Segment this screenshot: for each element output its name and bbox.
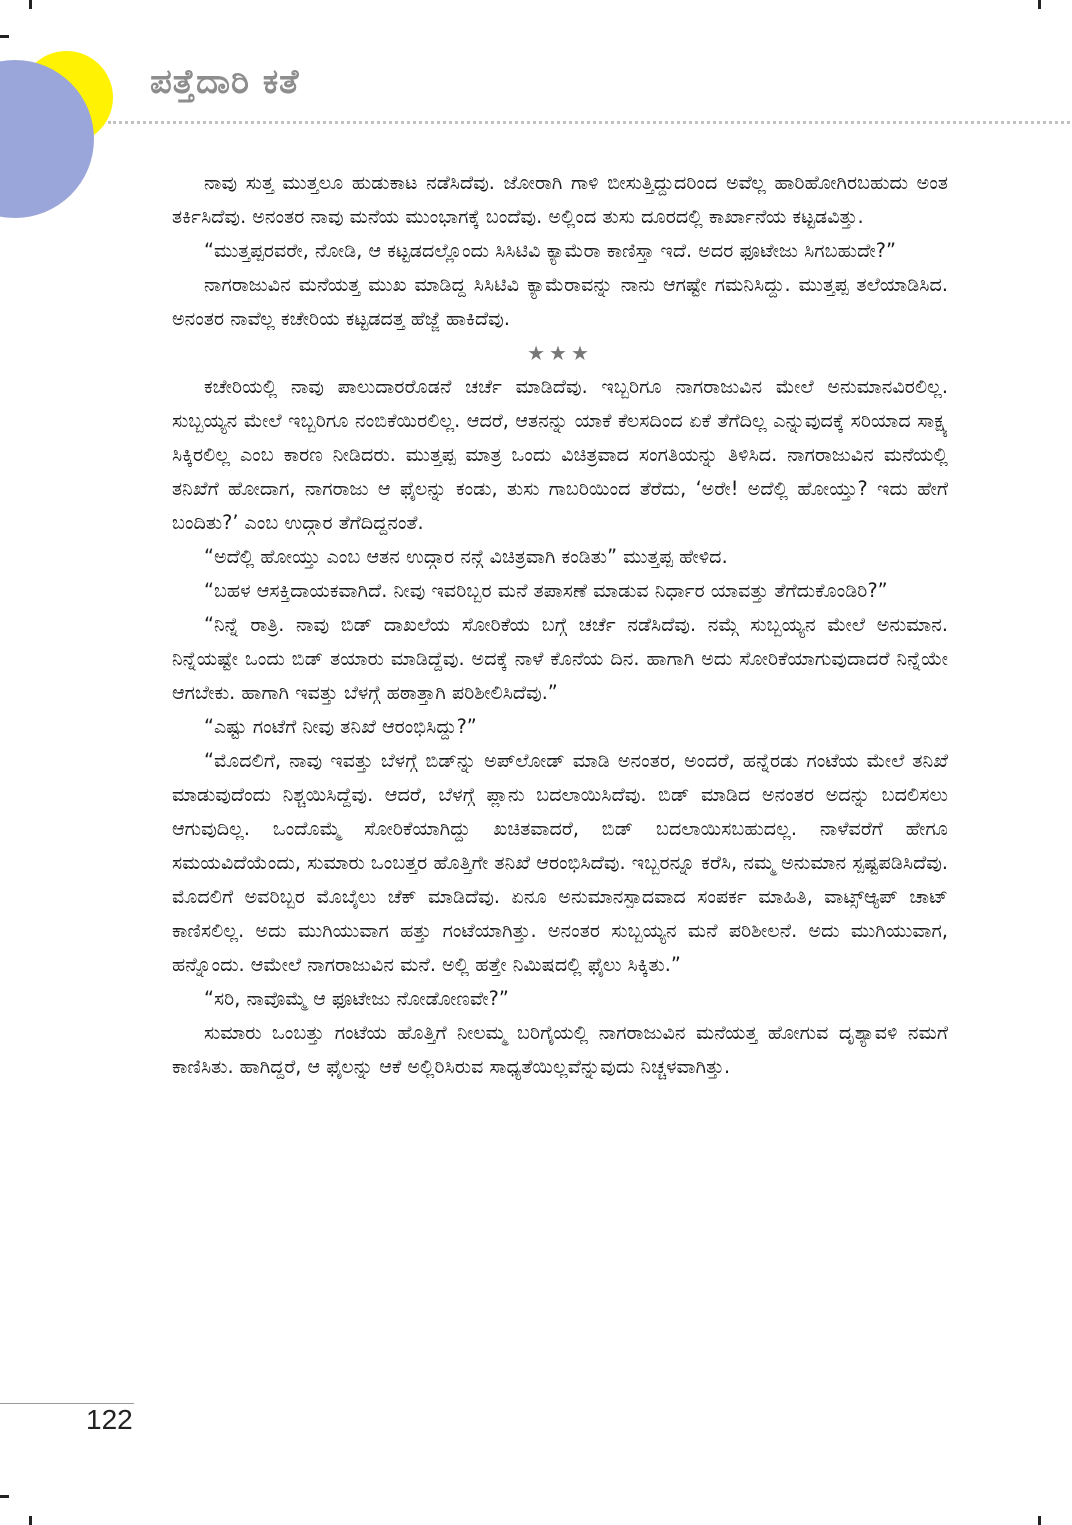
paragraph-11: ಸುಮಾರು ಒಂಬತ್ತು ಗಂಟೆಯ ಹೊತ್ತಿಗೆ ನೀಲಮ್ಮ ಬರಿಗೈಯಲ್ಲಿ ನಾಗರಾಜುವಿನ ಮನೆಯತ್ತ ಹೋಗುವ ದೃಶ್ಯಾವಳಿ ನಮಗೆ ಕಾಣಿಸಿತು. ಹಾಗಿದ್ದರೆ, ಆ ಫೈಲನ್ನು ಆಕೆ ಅಲ್ಲಿರಿಸಿರುವ ಸಾಧ್ಯತೆಯಿಲ್ಲವೆನ್ನುವುದು ನಿಚ್ಚಳವಾಗಿತ್ತು. (172, 1021, 948, 1078)
paragraph-6: “ಬಹಳ ಆಸಕ್ತಿದಾಯಕವಾಗಿದೆ. ನೀವು ಇವರಿಬ್ಬರ ಮನೆ ತಪಾಸಣೆ ಮಾಡುವ ನಿರ್ಧಾರ ಯಾವತ್ತು ತೆಗೆದುಕೊಂಡಿರಿ?” (204, 579, 888, 602)
paragraph-8: “ಎಷ್ಟು ಗಂಟೆಗೆ ನೀವು ತನಿಖೆ ಆರಂಭಿಸಿದ್ದು?” (204, 715, 477, 738)
crop-mark-bottom-left (29, 1516, 32, 1525)
paragraph-2: “ಮುತ್ತಪ್ಪರವರೇ, ನೋಡಿ, ಆ ಕಟ್ಟಡದಲ್ಲೊಂದು ಸಿಸಿಟಿವಿ ಕ್ಯಾಮೆರಾ ಕಾಣಿಸ್ತಾ ಇದೆ. ಅದರ ಫೂಟೇಜು ಸಿಗಬಹುದೇ?” (204, 239, 896, 262)
page-number: 122 (86, 1404, 133, 1435)
paragraph-5: “ಅದೆಲ್ಲಿ ಹೋಯ್ತು ಎಂಬ ಆತನ ಉದ್ಗಾರ ನನ್ಗೆ ವಿಚಿತ್ರವಾಗಿ ಕಂಡಿತು” ಮುತ್ತಪ್ಪ ಹೇಳಿದ. (204, 545, 728, 568)
paragraph-10: “ಸರಿ, ನಾವೊಮ್ಮೆ ಆ ಫೂಟೇಜು ನೋಡೋಣವೇ?” (204, 987, 509, 1010)
story-text (172, 166, 948, 1084)
paragraph-9: “ಮೊದಲಿಗೆ, ನಾವು ಇವತ್ತು ಬೆಳಗ್ಗೆ ಬಿಡ್‌ನ್ನು ಅಪ್‌ಲೋಡ್ ಮಾಡಿ ಅನಂತರ, ಅಂದರೆ, ಹನ್ನೆರಡು ಗಂಟೆಯ ಮೇಲೆ ತನಿಖೆ ಮಾಡುವುದೆಂದು ನಿಶ್ಚಯಿಸಿದ್ದೆವು. ಆದರೆ, ಬೆಳಗ್ಗೆ ಪ್ಲಾನು ಬದಲಾಯಿಸಿದೆವು. ಬಿಡ್ ಮಾಡಿದ ಅನಂತರ ಅದನ್ನು ಬದಲಿಸಲು ಆಗುವುದಿಲ್ಲ. ಒಂದೊಮ್ಮೆ ಸೋರಿಕೆಯಾಗಿದ್ದು ಖಚಿತವಾದರೆ, ಬಿಡ್ ಬದಲಾಯಿಸಬಹುದಲ್ಲ. ನಾಳೆವರೆಗೆ ಹೇಗೂ ಸಮಯವಿದೆಯೆಂದು, ಸುಮಾರು ಒಂಬತ್ತರ ಹೊತ್ತಿಗೇ ತನಿಖೆ ಆರಂಭಿಸಿದೆವು. ಇಬ್ಬರನ್ನೂ ಕರೆಸಿ, ನಮ್ಮ ಅನುಮಾನ ಸ್ಪಷ್ಟಪಡಿಸಿದೆವು. ಮೊದಲಿಗೆ ಅವರಿಬ್ಬರ ಮೊಬೈಲು ಚೆಕ್ ಮಾಡಿದೆವು. ಏನೂ ಅನುಮಾನಸ್ಪಾದವಾದ ಸಂಪರ್ಕ ಮಾಹಿತಿ, ವಾಟ್ಸ್‌ಆ್ಯಪ್ ಚಾಟ್ ಕಾಣಿಸಲಿಲ್ಲ. ಅದು ಮುಗಿಯುವಾಗ ಹತ್ತು ಗಂಟೆಯಾಗಿತ್ತು. ಅನಂತರ ಸುಬ್ಬಯ್ಯನ ಮನೆ ಪರಿಶೀಲನೆ. ಅದು ಮುಗಿಯುವಾಗ, ಹನ್ನೊಂದು. ಆಮೇಲೆ ನಾಗರಾಜುವಿನ ಮನೆ. ಅಲ್ಲಿ ಹತ್ತೇ ನಿಮಿಷದಲ್ಲಿ ಫೈಲು ಸಿಕ್ಕಿತು.” (172, 749, 948, 976)
section-break-stars: ★★★ (527, 341, 593, 365)
crop-mark-left-upper (0, 35, 9, 38)
crop-mark-left-lower (0, 1495, 9, 1498)
header-dotted-rule (108, 121, 1070, 124)
paragraph-4: ಕಚೇರಿಯಲ್ಲಿ ನಾವು ಪಾಲುದಾರರೊಡನೆ ಚರ್ಚೆ ಮಾಡಿದೆವು. ಇಬ್ಬರಿಗೂ ನಾಗರಾಜುವಿನ ಮೇಲೆ ಅನುಮಾನವಿರಲಿಲ್ಲ. ಸುಬ್ಬಯ್ಯನ ಮೇಲೆ ಇಬ್ಬರಿಗೂ ನಂಬಿಕೆಯಿರಲಿಲ್ಲ. ಆದರೆ, ಆತನನ್ನು ಯಾಕೆ ಕೆಲಸದಿಂದ ಏಕೆ ತೆಗೆದಿಲ್ಲ ಎನ್ನುವುದಕ್ಕೆ ಸರಿಯಾದ ಸಾಕ್ಷ್ಯ ಸಿಕ್ಕಿರಲಿಲ್ಲ ಎಂಬ ಕಾರಣ ನೀಡಿದರು. ಮುತ್ತಪ್ಪ ಮಾತ್ರ ಒಂದು ವಿಚಿತ್ರವಾದ ಸಂಗತಿಯನ್ನು ತಿಳಿಸಿದ. ನಾಗರಾಜುವಿನ ಮನೆಯಲ್ಲಿ ತನಿಖೆಗೆ ಹೋದಾಗ, ನಾಗರಾಜು ಆ ಫೈಲನ್ನು ಕಂಡು, ತುಸು ಗಾಬರಿಯಿಂದ ತೆರೆದು, ‘ಅರೇ! ಅದೆಲ್ಲಿ ಹೋಯ್ತು? ಇದು ಹೇಗೆ ಬಂದಿತು?’ ಎಂಬ ಉದ್ಗಾರ ತೆಗೆದಿದ್ದನಂತೆ. (172, 375, 948, 534)
paragraph-3: ನಾಗರಾಜುವಿನ ಮನೆಯತ್ತ ಮುಖ ಮಾಡಿದ್ದ ಸಿಸಿಟಿವಿ ಕ್ಯಾಮೆರಾವನ್ನು ನಾನು ಆಗಷ್ಟೇ ಗಮನಿಸಿದ್ದು. ಮುತ್ತಪ್ಪ ತಲೆಯಾಡಿಸಿದ. ಅನಂತರ ನಾವೆಲ್ಲ ಕಚೇರಿಯ ಕಟ್ಟಡದತ್ತ ಹೆಜ್ಜೆ ಹಾಕಿದೆವು. (172, 273, 948, 330)
paragraph-7: “ನಿನ್ನೆ ರಾತ್ರಿ. ನಾವು ಬಿಡ್ ದಾಖಲೆಯ ಸೋರಿಕೆಯ ಬಗ್ಗೆ ಚರ್ಚೆ ನಡೆಸಿದೆವು. ನಮ್ಗೆ ಸುಬ್ಬಯ್ಯನ ಮೇಲೆ ಅನುಮಾನ. ನಿನ್ನೆಯಷ್ಟೇ ಒಂದು ಬಿಡ್ ತಯಾರು ಮಾಡಿದ್ದೆವು. ಅದಕ್ಕೆ ನಾಳೆ ಕೊನೆಯ ದಿನ. ಹಾಗಾಗಿ ಅದು ಸೋರಿಕೆಯಾಗುವುದಾದರೆ ನಿನ್ನೆಯೇ ಆಗಬೇಕು. ಹಾಗಾಗಿ ಇವತ್ತು ಬೆಳಗ್ಗೆ ಹಠಾತ್ತಾಗಿ ಪರಿಶೀಲಿಸಿದೆವು.” (172, 613, 948, 704)
paragraph-1: ನಾವು ಸುತ್ತ ಮುತ್ತಲೂ ಹುಡುಕಾಟ ನಡೆಸಿದೆವು. ಜೋರಾಗಿ ಗಾಳಿ ಬೀಸುತ್ತಿದ್ದುದರಿಂದ ಅವೆಲ್ಲ ಹಾರಿಹೋಗಿರಬಹುದು ಅಂತ ತರ್ಕಿಸಿದೆವು. ಅನಂತರ ನಾವು ಮನೆಯ ಮುಂಭಾಗಕ್ಕೆ ಬಂದೆವು. ಅಲ್ಲಿಂದ ತುಸು ದೂರದಲ್ಲಿ ಕಾರ್ಖಾನೆಯ ಕಟ್ಟಡವಿತ್ತು. (172, 171, 948, 228)
crop-mark-bottom-right (1038, 1516, 1041, 1525)
crop-mark-top-right (1038, 0, 1041, 9)
crop-mark-top-left (29, 0, 32, 9)
header-title: ಪತ್ತೆದಾರಿ ಕತೆ (150, 62, 300, 102)
